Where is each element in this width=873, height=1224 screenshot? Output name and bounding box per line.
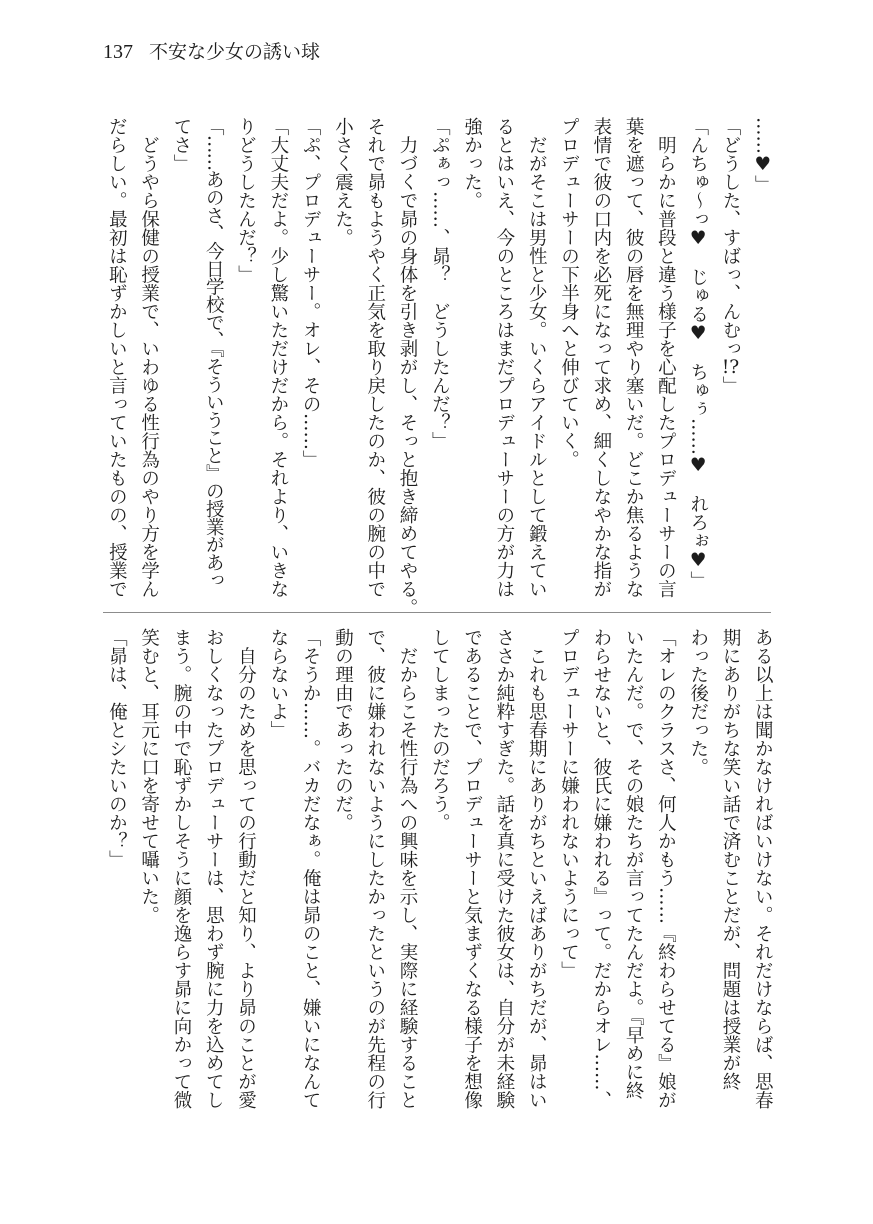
bottom-text-section (100, 628, 778, 1109)
text-column: それで昴もようやく正気を取り戻したのか、彼の腕の中で (364, 117, 386, 598)
text-column: プロデューサーに嫌われないようにって」 (558, 628, 580, 980)
text-column: 「そうか……。バカだなぁ。俺は昴のこと、嫌いになんて (300, 628, 322, 1109)
text-column: おしくなったプロデューサーは、思わず腕に力を込めてし (203, 628, 225, 1109)
text-column: 動の理由であったのだ。 (332, 628, 354, 832)
text-column: 表情で彼の口内を必死になって求め、細くしなやかな指が (590, 117, 612, 598)
text-column: 「ぷぁっ……、昴？ どうしたんだ？」 (429, 117, 451, 450)
text-column: わった後だった。 (687, 628, 709, 776)
text-column: だがそこは男性と少女。いくらアイドルとして鍛えてい (526, 117, 548, 598)
text-column: ささか純粋すぎた。話を真に受けた彼女は、自分が未経験 (493, 628, 515, 1109)
top-text-section (100, 117, 778, 617)
text-column: してしまったのだろう。 (429, 628, 451, 832)
text-column: 「どうした、すばっ、んむっ!?」 (720, 117, 741, 395)
section-divider (103, 612, 771, 613)
text-column: プロデューサーの下半身へと伸びていく。 (558, 117, 580, 469)
text-column: 「オレのクラスさ、何人かもう……『終わらせてる』娘が (655, 628, 677, 1109)
text-column: 「ぷ、プロデューサー。オレ、その……」 (300, 117, 322, 469)
text-column: 力づくで昴の身体を引き剥がし、そっと抱き締めてやる。 (397, 117, 419, 617)
text-column: どうやら保健の授業で、いわゆる性行為のやり方を学ん (138, 117, 160, 598)
text-column: ……♥」 (752, 117, 774, 194)
text-column: 小さく震えた。 (332, 117, 354, 247)
text-column: いたんだ。で、その娘たちが言ってたんだよ。『早めに終 (623, 628, 645, 1100)
text-column: だらしい。最初は恥ずかしいと言っていたものの、授業で (106, 117, 128, 598)
text-column: 期にありがちな笑い話で済むことだが、問題は授業が終 (720, 628, 741, 1091)
text-column: まう。腕の中で恥ずかしそうに顔を逸らす昴に向かって微 (170, 628, 192, 1109)
page-number: 137 (103, 41, 133, 63)
text-column: 「……あのさ、今日学校で、『そういうこと』の授業があっ (203, 117, 225, 589)
text-column: ならないよ」 (267, 628, 289, 739)
text-column: 「昴は、俺とシたいのか？」 (106, 628, 128, 869)
text-column: 笑むと、耳元に口を寄せて囁いた。 (138, 628, 160, 924)
text-column: ある以上は聞かなければいけない。それだけならば、思春 (752, 628, 774, 1109)
text-column: てさ」 (170, 117, 192, 173)
text-column: 自分のためを思っての行動だと知り、より昴のことが愛 (235, 628, 257, 1109)
text-column: わらせないと、彼氏に嫌われる』って。だからオレ……、 (590, 628, 612, 1109)
tate-chu-yoko: !? (721, 357, 740, 376)
text-column: で、彼に嫌われないようにしたかったというのが先程の行 (364, 628, 386, 1109)
text-column: 強かった。 (461, 117, 483, 210)
text-column: これも思春期にありがちといえばありがちだが、昴はい (526, 628, 548, 1109)
text-column: 葉を遮って、彼の唇を無理やり塞いだ。どこか焦るような (623, 117, 645, 598)
text-column: 「んちゅ〜っ♥ じゅる♥ ちゅぅ……♥ れろぉ♥」 (687, 117, 709, 590)
text-column: 明らかに普段と違う様子を心配したプロデューサーの言 (655, 117, 677, 598)
text-column: るとはいえ、今のところはまだプロデューサーの方が力は (493, 117, 515, 598)
running-header (103, 40, 320, 64)
text-column: 「大丈夫だよ。少し驚いただけだから。それより、いきな (267, 117, 289, 598)
text-column: であることで、プロデューサーと気まずくなる様子を想像 (461, 628, 483, 1109)
text-column: だからこそ性行為への興味を示し、実際に経験すること (397, 628, 419, 1109)
text-column: りどうしたんだ？」 (235, 117, 257, 284)
running-title: 不安な少女の誘い球 (149, 41, 321, 63)
